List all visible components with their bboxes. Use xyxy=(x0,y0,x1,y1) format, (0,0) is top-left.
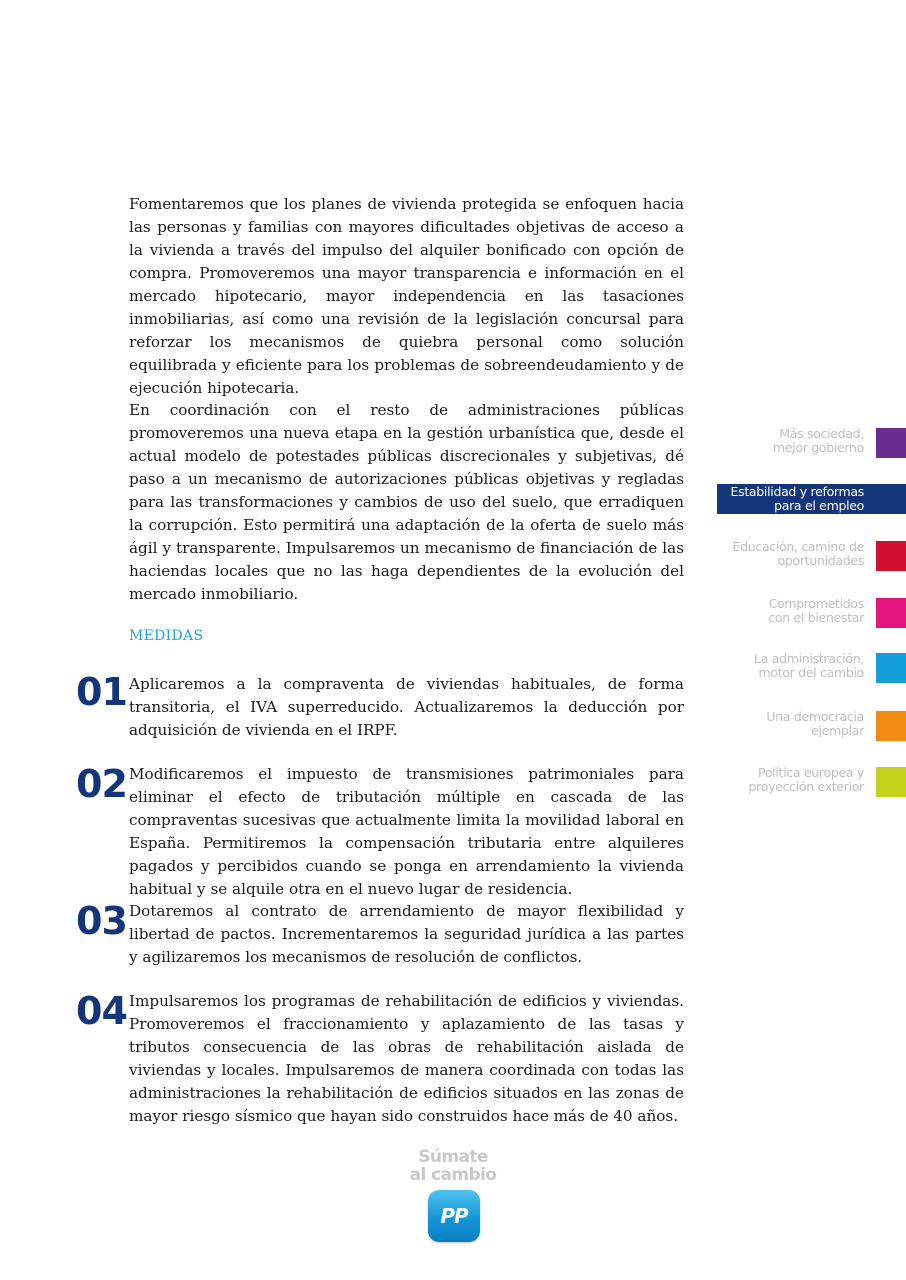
medidas-heading: MEDIDAS xyxy=(129,628,204,644)
sidebar-color-swatch xyxy=(876,428,906,458)
sidebar-item-label: oportunidades xyxy=(777,553,864,568)
sidebar-item-label: Comprometidos xyxy=(768,596,864,611)
medida-number: 02 xyxy=(76,762,127,806)
sidebar-item-label: Política europea y xyxy=(758,765,864,780)
sidebar-item-administracion[interactable] xyxy=(706,652,906,684)
sidebar-item-label: Educación, camino de xyxy=(732,539,864,554)
sidebar-item-estabilidad[interactable] xyxy=(717,484,906,514)
medida-number: 04 xyxy=(76,989,127,1033)
logo-text: PP xyxy=(440,1204,468,1228)
sidebar-item-label: motor del cambio xyxy=(758,665,864,680)
slogan-line: Súmate xyxy=(418,1147,488,1167)
medida-number: 01 xyxy=(76,670,127,714)
sidebar-item-label: Estabilidad y reformas xyxy=(730,484,864,499)
sidebar-color-swatch xyxy=(876,711,906,741)
sidebar-item-educacion[interactable] xyxy=(706,540,906,572)
sidebar-item-label: La administración, xyxy=(754,651,864,666)
pp-logo-icon xyxy=(428,1190,480,1242)
footer-slogan xyxy=(400,1148,506,1184)
medida-text: Dotaremos al contrato de arrendamiento de mayor flexibilidad y libertad de pactos. Incrementaremos la seguridad jurídica a las partes y agilizaremos los mecanismos de resolución de conflictos. xyxy=(129,902,684,966)
sidebar-color-swatch xyxy=(876,767,906,797)
sidebar-item-label: para el empleo xyxy=(774,498,864,513)
sidebar-item-politica-europea[interactable] xyxy=(706,766,906,798)
sidebar-item-label: con el bienestar xyxy=(768,610,864,625)
medida-number: 03 xyxy=(76,899,127,943)
medida-text: Modificaremos el impuesto de transmisiones patrimoniales para eliminar el efecto de tributación múltiple en cascada de las compraventas sucesivas que actualmente limita la movilidad laboral en España. Permitiremos la compensación tributaria entre alquileres pagados y percibidos cuando se ponga en arrendamiento la vivienda habitual y se alquile otra en el nuevo lugar de residencia. xyxy=(129,765,684,898)
medida-text: Aplicaremos a la compraventa de viviendas habituales, de forma transitoria, el IVA superreducido. Actualizaremos la deducción por adquisición de vivienda en el IRPF. xyxy=(129,675,684,739)
sidebar-item-democracia[interactable] xyxy=(706,710,906,742)
medida-text: Impulsaremos los programas de rehabilitación de edificios y viviendas. Promoveremos el fraccionamiento y aplazamiento de las tasas y tributos consecuencia de las obras de rehabilitación aislada de viviendas y locales. Impulsaremos de manera coordinada con todas las administraciones la rehabilitación de edificios situados en las zonas de mayor riesgo sísmico que hayan sido construidos hace más de 40 años. xyxy=(129,992,684,1125)
sidebar-color-swatch xyxy=(876,653,906,683)
sidebar-item-label: Más sociedad, xyxy=(779,426,864,441)
sidebar-item-label: proyección exterior xyxy=(748,779,864,794)
intro-paragraph-2: En coordinación con el resto de administraciones públicas promoveremos una nueva etapa en la gestión urbanística que, desde el actual modelo de potestades públicas discrecionales y subjetivas, dé paso a un mecanismo de autorizaciones públicas objetivas y regladas para las transformaciones y cambios de uso del suelo, que erradiquen la corrupción. Esto permitirá una adaptación de la oferta de suelo más ágil y transparente. Impulsaremos un mecanismo de financiación de las haciendas locales que no las haga dependientes de la evolución del mercado inmobiliario. xyxy=(129,401,684,603)
sidebar-item-label: Una democracia xyxy=(766,709,864,724)
sidebar-item-label: ejemplar xyxy=(811,723,864,738)
sidebar-color-swatch xyxy=(876,598,906,628)
sidebar-item-mas-sociedad[interactable] xyxy=(706,427,906,459)
intro-paragraph-1: Fomentaremos que los planes de vivienda protegida se enfoquen hacia las personas y familias con mayores dificultades objetivas de acceso a la vivienda a través del impulso del alquiler bonificado con opción de compra. Promoveremos una mayor transparencia e información en el mercado hipotecario, mayor independencia en las tasaciones inmobiliarias, así como una revisión de la legislación concursal para reforzar los mecanismos de quiebra personal como solución equilibrada y eficiente para los problemas de sobreendeudamiento y de ejecución hipotecaria. xyxy=(129,195,684,397)
sidebar-item-comprometidos[interactable] xyxy=(706,597,906,629)
slogan-line: al cambio xyxy=(409,1165,497,1185)
sidebar-color-swatch xyxy=(876,541,906,571)
sidebar-item-label: mejor gobierno xyxy=(772,440,864,455)
